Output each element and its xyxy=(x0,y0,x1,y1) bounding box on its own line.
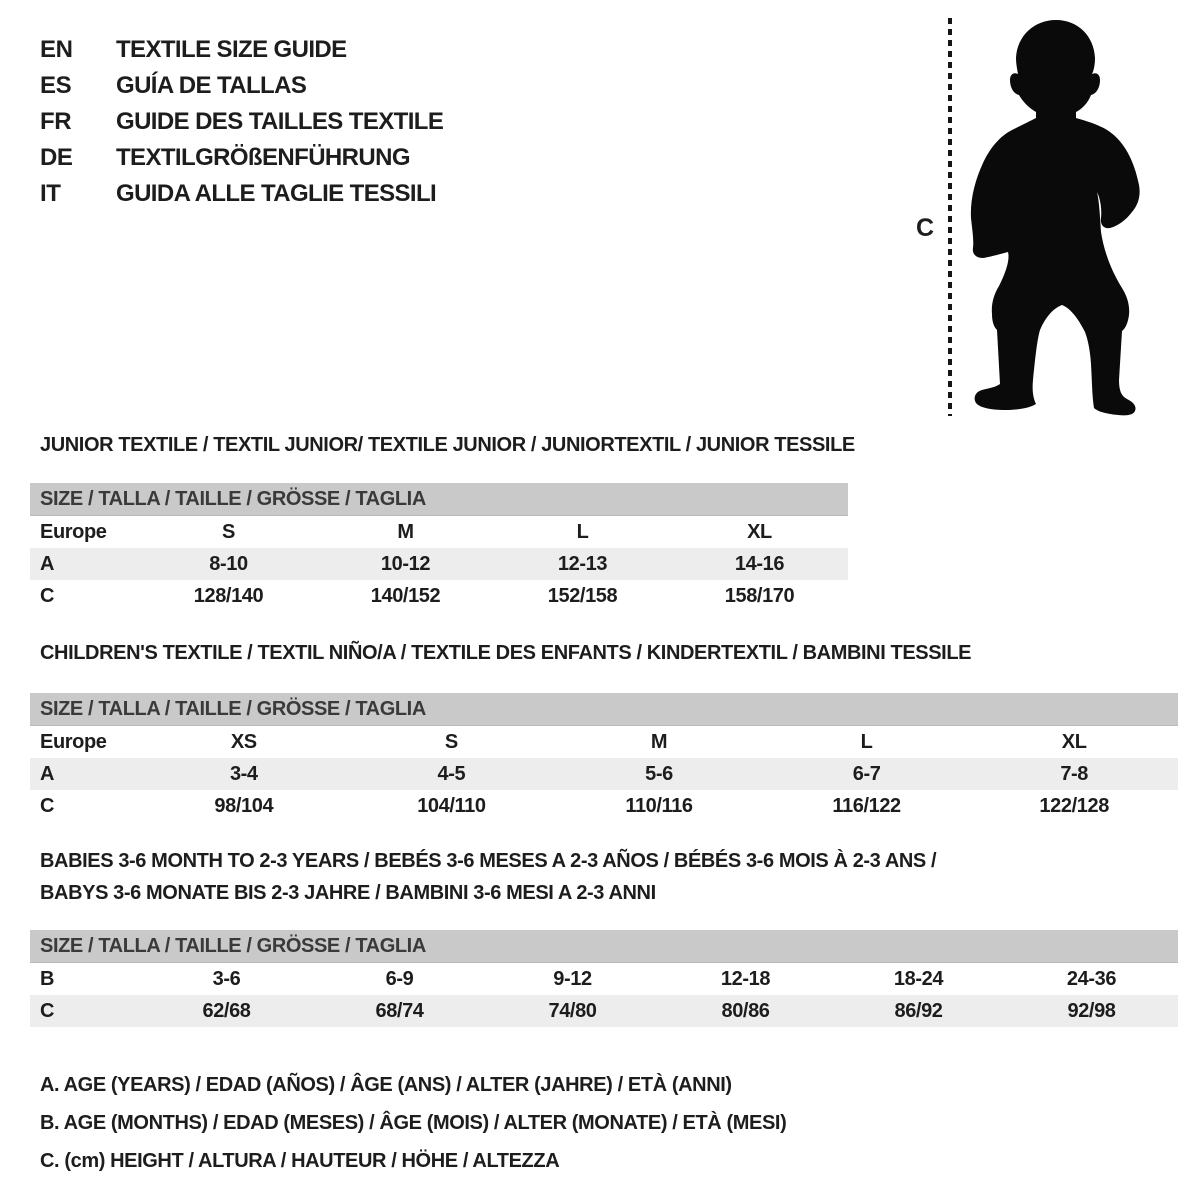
language-row xyxy=(40,32,443,68)
table-cell: XL xyxy=(747,520,772,543)
table-cell: S xyxy=(222,520,235,543)
table-cell: M xyxy=(397,520,414,543)
table-cell: 104/110 xyxy=(417,794,486,817)
table-cell: 158/170 xyxy=(724,584,795,607)
table-cell: 86/92 xyxy=(894,999,943,1022)
table-cell: 18-24 xyxy=(893,967,944,990)
table-cell: 68/74 xyxy=(375,999,424,1022)
table-row xyxy=(30,758,1178,790)
language-row xyxy=(40,104,443,140)
language-title: GUIDE DES TAILLES TEXTILE xyxy=(116,108,444,135)
table-cell: 24-36 xyxy=(1066,967,1117,990)
baby-silhouette-path xyxy=(971,20,1140,415)
row-label: A xyxy=(40,762,55,785)
table-cell: 140/152 xyxy=(370,584,441,607)
table-cell: 80/86 xyxy=(721,999,770,1022)
children-size-table xyxy=(30,693,1178,822)
table-row xyxy=(30,963,1178,995)
table-cell: 7-8 xyxy=(1060,762,1089,785)
table-cell: 98/104 xyxy=(214,794,274,817)
language-title: GUÍA DE TALLAS xyxy=(116,72,307,99)
table-row xyxy=(30,548,848,580)
table-cell: 10-12 xyxy=(380,552,431,575)
table-cell: XS xyxy=(230,730,257,753)
babies-size-table xyxy=(30,930,1178,1027)
row-label: C xyxy=(40,794,55,817)
language-code: IT xyxy=(40,180,61,207)
row-label: A xyxy=(40,552,55,575)
language-row xyxy=(40,176,443,212)
table-cell: 122/128 xyxy=(1039,794,1109,817)
legend xyxy=(40,1066,786,1180)
table-cell: 152/158 xyxy=(547,584,618,607)
language-title-list xyxy=(40,32,443,212)
table-cell: 3-6 xyxy=(212,967,241,990)
babies-table-rows xyxy=(30,963,1178,1027)
table-cell: L xyxy=(576,520,589,543)
table-cell: 9-12 xyxy=(553,967,592,990)
table-cell: 128/140 xyxy=(193,584,264,607)
table-cell: S xyxy=(444,730,458,753)
legend-line-b: B. AGE (MONTHS) / EDAD (MESES) / ÂGE (MOIS) / ALTER (MONATE) / ETÀ (MESI) xyxy=(40,1112,787,1134)
table-cell: 110/116 xyxy=(625,794,693,817)
language-title: TEXTILE SIZE GUIDE xyxy=(116,36,347,63)
legend-line-c: C. (cm) HEIGHT / ALTURA / HAUTEUR / HÖHE / ALTEZZA xyxy=(40,1150,560,1172)
table-cell: 12-18 xyxy=(720,967,771,990)
language-code: FR xyxy=(40,108,72,135)
language-title: TEXTILGRÖßENFÜHRUNG xyxy=(116,144,410,171)
height-measure-dashed-line xyxy=(948,18,952,416)
children-section-title: CHILDREN'S TEXTILE / TEXTIL NIÑO/A / TEXTILE DES ENFANTS / KINDERTEXTIL / BAMBINI TESSILE xyxy=(40,642,972,664)
height-measure-label: C xyxy=(916,214,935,242)
table-cell: 12-13 xyxy=(557,552,608,575)
table-cell: 4-5 xyxy=(437,762,466,785)
table-row xyxy=(30,516,848,548)
language-code: ES xyxy=(40,72,72,99)
table-cell: 6-7 xyxy=(852,762,881,785)
size-header-bar: SIZE / TALLA / TAILLE / GRÖSSE / TAGLIA xyxy=(30,693,1178,726)
table-cell: 5-6 xyxy=(645,762,673,785)
row-label: Europe xyxy=(40,520,107,543)
legend-line-a: A. AGE (YEARS) / EDAD (AÑOS) / ÂGE (ANS) / ALTER (JAHRE) / ETÀ (ANNI) xyxy=(40,1074,732,1096)
table-cell: 14-16 xyxy=(734,552,785,575)
table-row xyxy=(30,995,1178,1027)
table-row xyxy=(30,790,1178,822)
row-label: B xyxy=(40,967,55,990)
table-cell: 92/98 xyxy=(1067,999,1116,1022)
language-title: GUIDA ALLE TAGLIE TESSILI xyxy=(116,180,437,207)
table-cell: 6-9 xyxy=(385,967,414,990)
junior-section-title: JUNIOR TEXTILE / TEXTIL JUNIOR/ TEXTILE JUNIOR / JUNIORTEXTIL / JUNIOR TESSILE xyxy=(40,434,855,456)
table-cell: XL xyxy=(1061,730,1087,753)
language-code: DE xyxy=(40,144,73,171)
row-label: C xyxy=(40,999,55,1022)
babies-section-title-line2: BABYS 3-6 MONATE BIS 2-3 JAHRE / BAMBINI 3-6 MESI A 2-3 ANNI xyxy=(40,882,656,904)
size-header-bar: SIZE / TALLA / TAILLE / GRÖSSE / TAGLIA xyxy=(30,483,848,516)
language-row xyxy=(40,140,443,176)
table-cell: M xyxy=(650,730,668,753)
table-row xyxy=(30,580,848,612)
row-label: Europe xyxy=(40,730,107,753)
junior-size-table xyxy=(30,483,848,612)
table-cell: 8-10 xyxy=(209,552,248,575)
language-code: EN xyxy=(40,36,73,63)
table-cell: 116/122 xyxy=(832,794,901,817)
children-table-rows xyxy=(30,726,1178,822)
table-cell: 74/80 xyxy=(548,999,597,1022)
size-header-bar: SIZE / TALLA / TAILLE / GRÖSSE / TAGLIA xyxy=(30,930,1178,963)
row-label: C xyxy=(40,584,55,607)
language-row xyxy=(40,68,443,104)
babies-section-title-line1: BABIES 3-6 MONTH TO 2-3 YEARS / BEBÉS 3-6 MESES A 2-3 AÑOS / BÉBÉS 3-6 MOIS À 2-3 ANS / xyxy=(40,850,937,872)
junior-table-rows xyxy=(30,516,848,612)
baby-silhouette-image xyxy=(955,14,1155,424)
table-cell: 62/68 xyxy=(202,999,251,1022)
table-cell: 3-4 xyxy=(229,762,258,785)
table-cell: L xyxy=(860,730,873,753)
table-row xyxy=(30,726,1178,758)
